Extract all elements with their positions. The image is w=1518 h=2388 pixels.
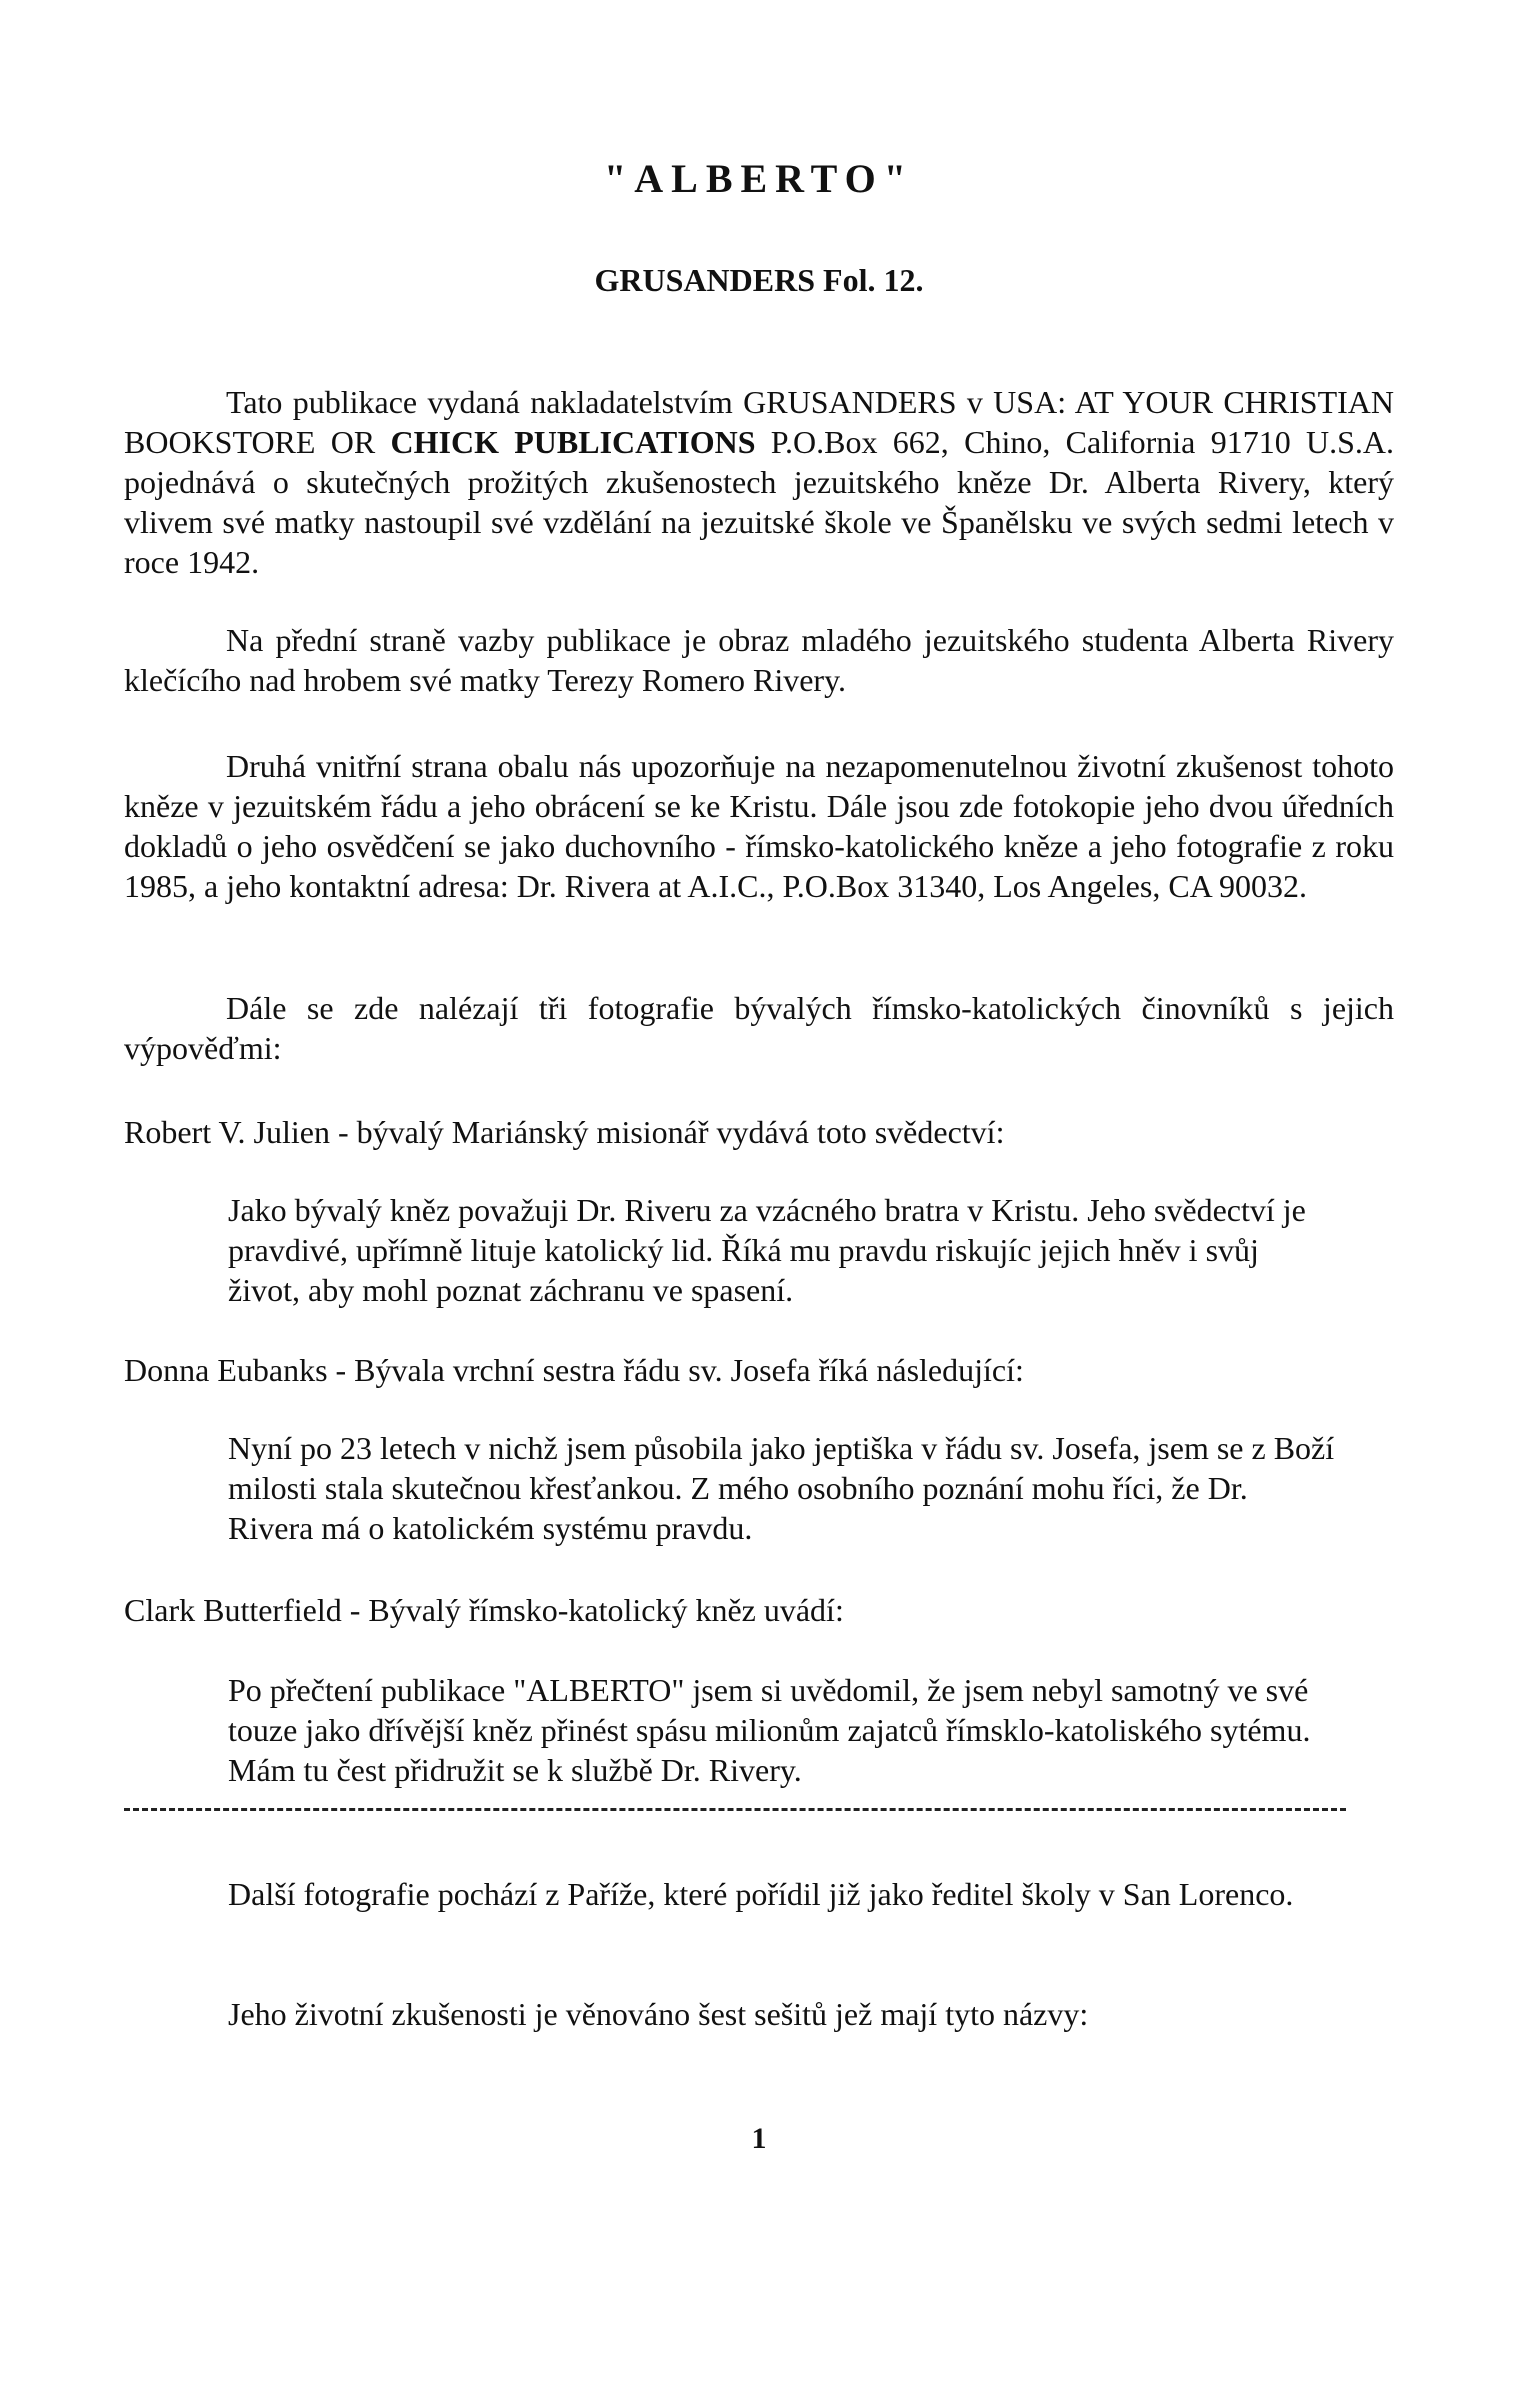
intro-text-a: Tato publikace vydaná nakladatelstvím GRUSANDERS v USA: AT YOUR CHRISTIAN BOOKSTORE OR bbox=[124, 384, 1394, 460]
photos-paragraph: Dále se zde nalézají tři fotografie bývalých římsko-katolických činovníků s jejich výpověďmi: bbox=[124, 990, 1394, 1066]
inner-cover-paragraph: Druhá vnitřní strana obalu nás upozorňuje na nezapomenutelnou životní zkušenost tohoto kněze v jezuitském řádu a jeho obrácení se ke Kristu. Dále jsou zde fotokopie jeho dvou úředních dokladů o jeho osvědčení se jako duchovního - římsko-katolického kněze a jeho fotografie z roku 1985, a jeho kontaktní adresa: Dr. Rivera at A.I.C., P.O.Box 31340, Los Angeles, CA 90032. bbox=[124, 748, 1394, 904]
intro-text-c: P.O.Box 662, Chino, California 91710 U.S.A. pojednává o skutečných prožitých zkušenostech jezuitského kněze Dr. Alberta Rivery, který vlivem své matky nastoupil své vzdělání na jezuitské škole ve Španělsku ve svých sedmi letech v roce 1942. bbox=[124, 424, 1395, 580]
document-subtitle: GRUSANDERS Fol. 12. bbox=[594, 262, 924, 298]
document-title: "ALBERTO" bbox=[604, 156, 914, 201]
page-number: 1 bbox=[751, 2122, 767, 2155]
booklets-paragraph: Jeho životní zkušenosti je věnováno šest sešitů jež mají tyto názvy: bbox=[228, 1996, 1089, 2032]
dashed-divider bbox=[124, 1808, 1346, 1811]
publisher-name: CHICK PUBLICATIONS bbox=[390, 424, 756, 460]
testimony-speaker: Donna Eubanks - Bývala vrchní sestra řádu sv. Josefa říká následující: bbox=[124, 1352, 1024, 1388]
paris-photo-paragraph: Další fotografie pochází z Paříže, které pořídil již jako ředitel školy v San Lorenco. bbox=[228, 1876, 1294, 1912]
testimony-quote: Nyní po 23 letech v nichž jsem působila jako jeptiška v řádu sv. Josefa, jsem se z Boží milosti stala skutečnou křesťankou. Z mého osobního poznání mohu říci, že Dr. Rivera má o katolickém systému pravdu. bbox=[228, 1430, 1335, 1546]
intro-paragraph bbox=[124, 382, 1394, 582]
testimony-speaker: Robert V. Julien - bývalý Mariánský misionář vydává toto svědectví: bbox=[124, 1114, 1005, 1150]
cover-paragraph: Na přední straně vazby publikace je obraz mladého jezuitského studenta Alberta Rivery klečícího nad hrobem své matky Terezy Romero Rivery. bbox=[124, 622, 1394, 698]
testimony-speaker: Clark Butterfield - Bývalý římsko-katolický kněz uvádí: bbox=[124, 1592, 844, 1628]
testimony-quote: Po přečtení publikace "ALBERTO" jsem si uvědomil, že jsem nebyl samotný ve své touze jako dřívější kněz přinést spásu milionům zajatců římsklo-katoliského sytému. Mám tu čest přidružit se k službě Dr. Rivery. bbox=[228, 1672, 1311, 1788]
testimony-quote: Jako bývalý kněz považuji Dr. Riveru za vzácného bratra v Kristu. Jeho svědectví je pravdivé, upřímně lituje katolický lid. Říká mu pravdu riskujíc jejich hněv i svůj život, aby mohl poznat záchranu ve spasení. bbox=[228, 1192, 1306, 1308]
